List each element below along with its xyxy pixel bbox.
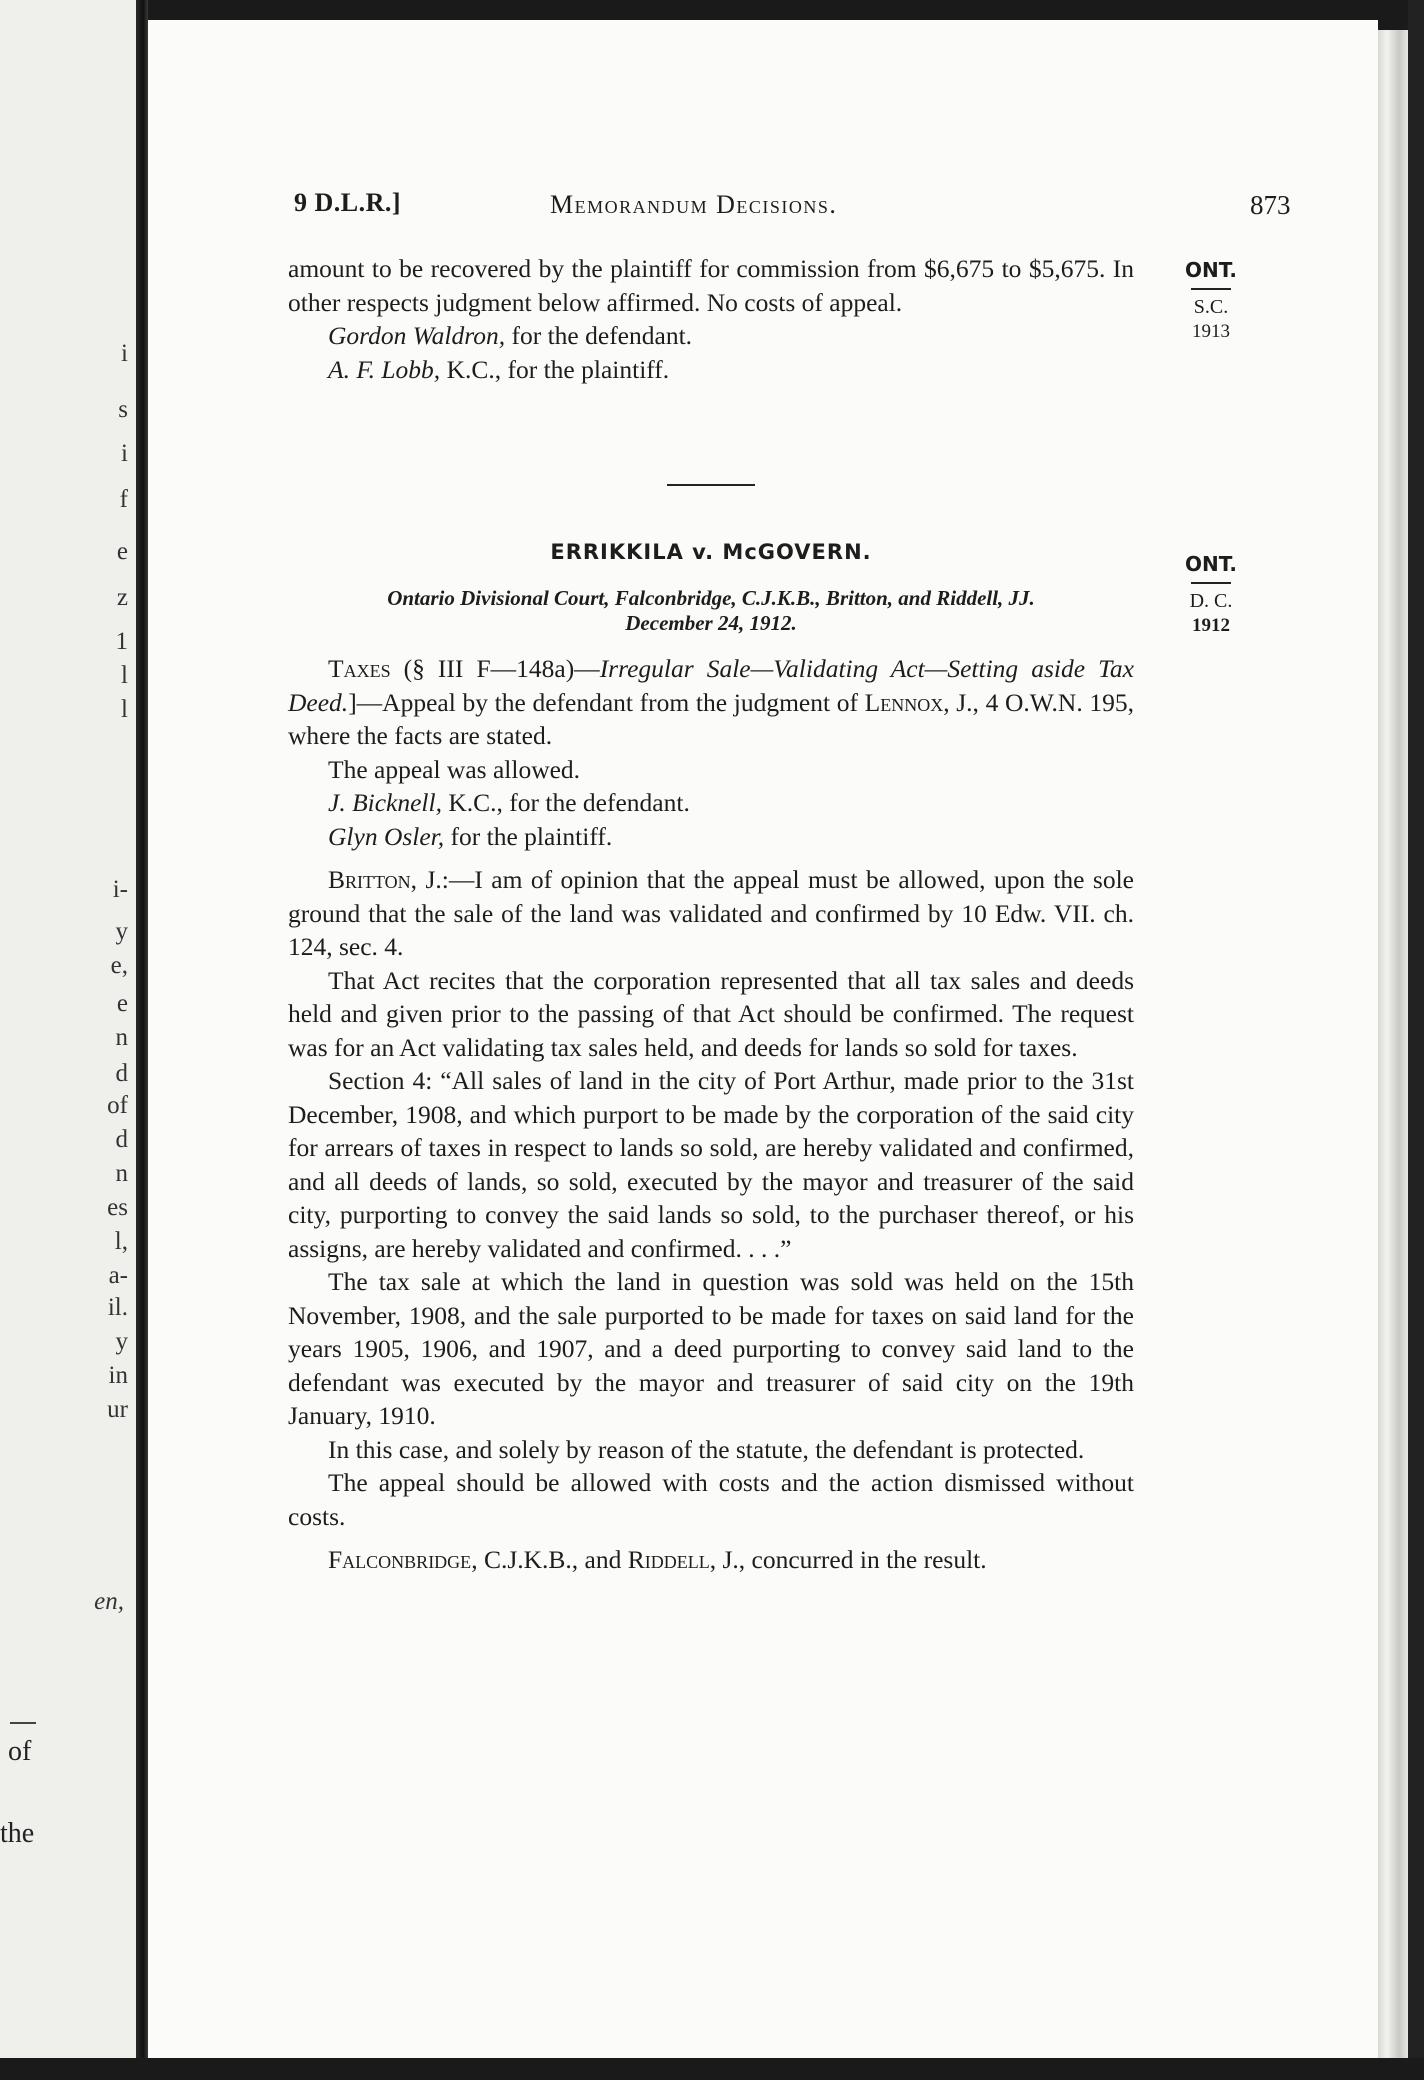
facing-page-fragment: n: [115, 1160, 128, 1187]
concurrence: [288, 1543, 1134, 1577]
facing-page-fragment: 1: [115, 628, 128, 655]
facing-page-fragment: of: [8, 1736, 32, 1767]
opinion-judge: Britton, J.: [328, 865, 442, 894]
facing-page-edge: [0, 0, 138, 2080]
counsel-line: [288, 820, 1134, 854]
headnote-topic: Taxes: [328, 654, 391, 683]
facing-page-fragment: y: [115, 918, 128, 945]
margin-province: ONT.: [1185, 258, 1237, 282]
concurring-judge: Falconbridge: [328, 1545, 472, 1574]
counsel-name: Gordon Waldron,: [328, 321, 506, 350]
counsel-name: J. Bicknell,: [328, 788, 442, 817]
facing-page-fragment: en,: [94, 1588, 124, 1615]
facing-page-fragment: d: [115, 1126, 128, 1153]
facing-page-fragment: the: [0, 1818, 35, 1849]
facing-page-rule: [10, 1722, 36, 1724]
headnote: [288, 652, 1134, 753]
case-body: [288, 652, 1134, 1577]
facing-page-fragment: l,: [114, 1228, 128, 1255]
facing-page-fragment: a-: [108, 1262, 128, 1289]
headnote-citation: , J., 4 O.W.N. 195, where the facts are stated.: [288, 687, 1134, 750]
case-result: The appeal was allowed.: [328, 754, 581, 784]
page-edge-shadow: [1408, 0, 1424, 2080]
counsel-line: [288, 353, 1134, 387]
facing-page-fragment: i: [121, 440, 128, 467]
page-number: 873: [1250, 190, 1291, 220]
volume-reference: 9 D.L.R.]: [294, 188, 402, 217]
court-name: Ontario Divisional Court, Falconbridge, C.J.K.B., Britton, and Riddell, JJ.: [387, 586, 1035, 610]
headnote-section: (§ III F—148a)—: [403, 654, 600, 683]
margin-province: ONT.: [1185, 552, 1237, 576]
counsel-name: A. F. Lobb,: [328, 354, 441, 384]
facing-page-fragment: f: [119, 486, 128, 513]
facing-page-fragment: of: [107, 1092, 128, 1119]
headnote-judge: Lennox: [864, 687, 944, 717]
previous-case-text: [288, 252, 1134, 386]
counsel-role: K.C., for the defendant.: [448, 788, 690, 817]
margin-note-previous: [1170, 258, 1252, 343]
facing-page-fragment: y: [115, 1328, 128, 1355]
facing-page-fragment: e,: [110, 952, 128, 979]
facing-page-fragment: il.: [107, 1294, 128, 1321]
counsel-role: K.C., for the plaintiff.: [446, 354, 670, 384]
margin-rule: [1191, 582, 1231, 584]
margin-rule: [1191, 288, 1231, 290]
facing-page-fragment: l: [121, 662, 128, 689]
concurrence-text: , J., concurred in the result.: [709, 1545, 987, 1574]
facing-page-fragment: ur: [107, 1396, 128, 1423]
headnote-text: ]—Appeal by the defendant from the judgment of: [348, 687, 865, 717]
statute-quote: Section 4: “All sales of land in the city of Port Arthur, made prior to the 31st December, 1908, and which purport to be made by the corporation of the said city for arrears of taxes in respect to lands so sold, are hereby validated and confirmed, and all deeds of lands, so sold, executed by the mayor and treasurer of the said city, purporting to convey the said lands so sold, to the purchaser thereof, or his assigns, are hereby validated and confirmed. . . .”: [288, 1066, 1134, 1263]
opinion-paragraph: [288, 863, 1134, 964]
facing-page-fragment: s: [118, 396, 128, 423]
opinion-paragraph: In this case, and solely by reason of the statute, the defendant is protected.: [328, 1434, 1085, 1464]
margin-court: S.C.: [1193, 296, 1229, 318]
facing-page-fragment: d: [115, 1060, 128, 1087]
facing-page-fragment: in: [108, 1362, 128, 1389]
running-title: Memorandum Decisions.: [550, 190, 838, 219]
margin-note-case: [1170, 552, 1252, 637]
opinion-paragraph: The tax sale at which the land in question was sold was held on the 15th November, 1908, and the sale purported to be made for taxes on said land for the years 1905, 1906, and 1907, and a deed purporting to convey said land to the defendant was executed by the mayor and treasurer of said city on the 19th January, 1910.: [288, 1267, 1134, 1430]
counsel-line: [288, 319, 1134, 353]
court-line: [288, 586, 1134, 636]
margin-court: D. C.: [1189, 590, 1233, 612]
facing-page-fragment: e: [116, 990, 128, 1017]
case-title: ERRIKKILA v. McGOVERN.: [550, 540, 872, 564]
margin-year: 1913: [1192, 321, 1230, 342]
page-edge: [1378, 30, 1408, 2060]
concurring-judge: Riddell: [627, 1545, 710, 1574]
previous-case-paragraph: amount to be recovered by the plaintiff for commission from $6,675 to $5,675. In other respects judgment below affirmed. No costs of appeal.: [288, 254, 1134, 317]
facing-page-fragment: z: [116, 584, 128, 611]
book-gutter: [136, 0, 148, 2080]
facing-page-fragment: l: [121, 696, 128, 723]
margin-year: 1912: [1192, 615, 1230, 636]
facing-page-fragment: i: [121, 340, 128, 367]
facing-page-fragment: i-: [112, 876, 128, 903]
counsel-line: [288, 786, 1134, 820]
facing-page-fragment: n: [115, 1024, 128, 1051]
facing-page-fragment: es: [107, 1194, 128, 1221]
headnote-catchwords: Irregular Sale—Validating Act—Setting aside Tax Deed.: [288, 654, 1134, 717]
opinion-paragraph: That Act recites that the corporation represented that all tax sales and deeds held and given prior to the passing of that Act should be confirmed. The request was for an Act validating tax sales held, and deeds for lands so sold for taxes.: [288, 965, 1134, 1062]
counsel-role: for the defendant.: [511, 321, 693, 350]
opinion-text: :—I am of opinion that the appeal must be allowed, upon the sole ground that the sale of the land was validated and confirmed by 10 Edw. VII. ch. 124, sec. 4.: [288, 865, 1134, 961]
concurrence-text: , C.J.K.B., and: [471, 1545, 628, 1574]
counsel-role: for the plaintiff.: [450, 821, 613, 851]
facing-page-fragment: e: [116, 538, 128, 565]
counsel-name: Glyn Osler,: [328, 821, 445, 851]
case-divider: [667, 484, 755, 486]
opinion-paragraph: The appeal should be allowed with costs and the action dismissed without costs.: [288, 1468, 1134, 1531]
bottom-shadow: [0, 2058, 1424, 2080]
decision-date: December 24, 1912.: [625, 611, 797, 635]
